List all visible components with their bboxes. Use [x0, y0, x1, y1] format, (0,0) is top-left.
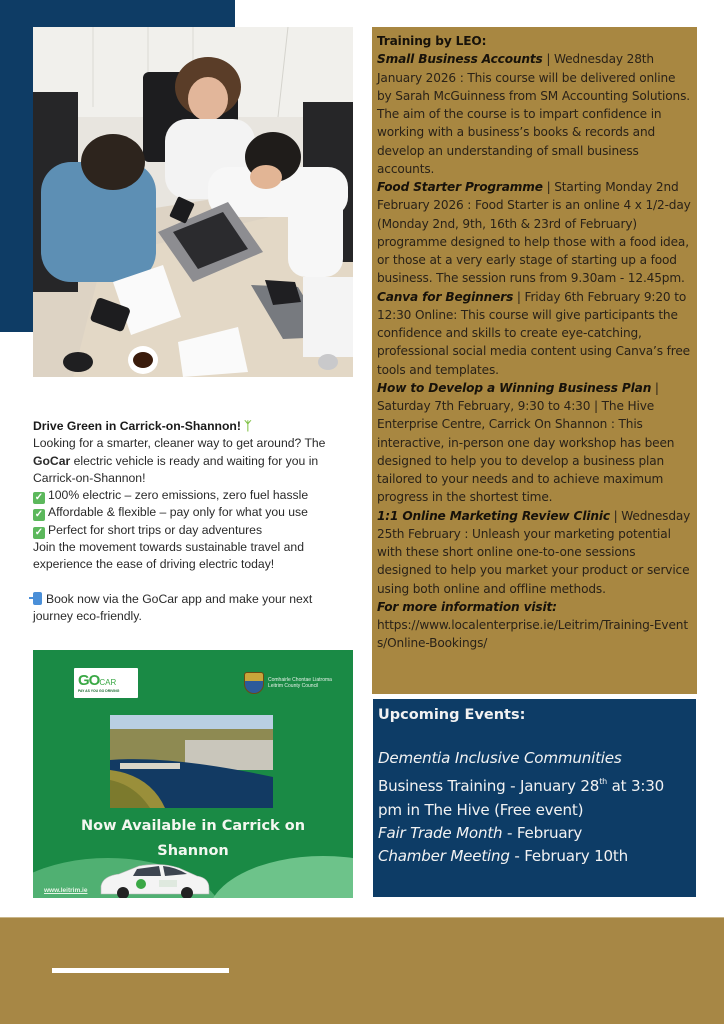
footer-band	[0, 917, 724, 1024]
benefit-item: ✓ Affordable & flexible – pay only for what you use	[34, 505, 308, 521]
events-list	[378, 747, 691, 868]
mobile-phone-arrow-icon	[33, 592, 42, 605]
upcoming-events-panel	[373, 699, 696, 897]
course-item: Small Business Accounts | Wednesday 28th January 2026 : This course will be delivered online by Sarah McGuinness from SM Accounting Solutions. The aim of the course is to impart confidence in working with a business’s books & records and develop an understanding of small business accounts.	[377, 52, 690, 176]
training-title: Training by LEO:	[377, 34, 487, 48]
event-item: Dementia Inclusive Communities Business Training - January 28th at 3:30 pm in The Hive (Free event)	[378, 749, 665, 819]
course-name: 1:1 Online Marketing Review Clinic	[377, 508, 610, 523]
spacer	[33, 574, 353, 591]
leitrim-website-link[interactable]: www.leitrim.ie	[44, 887, 88, 894]
gocar-closing: Join the movement towards sustainable travel and experience the ease of driving electric today!	[33, 540, 304, 572]
gocar-cta: Book now via the GoCar app and make your next journey eco-friendly.	[33, 591, 313, 623]
electric-car-icon	[99, 862, 211, 898]
footer-divider	[52, 968, 229, 973]
course-item: Food Starter Programme | Starting Monday 2nd February 2026 : Food Starter is an online 4 x 1/2-day (Monday 2nd, 9th, 16th & 23rd of February) programme designed to help those with a food idea, or those at a very early stage of starting up a food business. The session runs from 9.30am - 12.45pm.	[377, 180, 691, 286]
town-river-illustration	[110, 715, 273, 808]
gocar-intro: Looking for a smarter, cleaner way to get around? The GoCar electric vehicle is ready and waiting for you in Carrick-on-Shannon!	[33, 436, 326, 485]
training-panel	[372, 27, 697, 694]
course-name: How to Develop a Winning Business Plan	[377, 380, 652, 395]
event-item: Chamber Meeting - February 10th	[378, 847, 629, 866]
ad-headline: Now Available in Carrick on Shannon	[80, 818, 306, 859]
events-title: Upcoming Events:	[378, 707, 526, 723]
benefit-item: ✓ Perfect for short trips or day adventures	[34, 522, 263, 538]
seedling-icon: ᛉ	[244, 419, 252, 433]
check-box-icon: ✓	[34, 526, 44, 538]
council-crest-icon	[244, 672, 264, 694]
leitrim-council-logo: Comhairle Chontae Liatroma Leitrim County Council	[244, 672, 332, 694]
team-meeting-photo	[33, 27, 353, 377]
gocar-headline: Drive Green in Carrick-on-Shannon! ᛉ	[33, 419, 252, 433]
benefit-item: ✓ 100% electric – zero emissions, zero fuel hassle	[34, 488, 309, 504]
check-box-icon: ✓	[34, 509, 44, 521]
course-item: 1:1 Online Marketing Review Clinic | Wednesday 25th February : Unleash your marketing potential with these short online one-to-one sessions designed to help you market your product or service using both online and offline methods.	[377, 508, 691, 596]
gocar-brand: GoCar	[33, 453, 71, 468]
gocar-promo-text	[33, 418, 353, 625]
course-name: Food Starter Programme	[377, 180, 543, 194]
gocar-logo: GOCAR PAY AS YOU GO DRIVING	[74, 668, 138, 698]
team-meeting-illustration	[33, 27, 353, 377]
course-item: How to Develop a Winning Business Plan | Saturday 7th February, 9:30 to 4:30 | The Hive Enterprise Centre, Carrick On Shannon : This interactive, in-person one day workshop has been designed to help you to develop a business plan tailored to your needs and to achieve maximum progress in the shortest time.	[377, 380, 675, 505]
more-info-link[interactable]: https://www.localenterprise.ie/Leitrim/Training-Events/Online-Bookings/	[377, 618, 688, 651]
check-box-icon: ✓	[34, 492, 44, 504]
course-item: Canva for Beginners | Friday 6th February 9:20 to 12:30 Online: This course will give participants the confidence and skills to create eye-catching, professional social media content using Canva’s free tools and templates.	[377, 289, 690, 377]
course-name: Small Business Accounts	[377, 52, 543, 67]
event-item: Fair Trade Month - February	[378, 823, 583, 842]
course-name: Canva for Beginners	[377, 289, 514, 304]
gocar-advert-banner	[33, 650, 353, 898]
carrick-aerial-photo	[110, 715, 273, 808]
more-info-label: For more information visit:	[377, 599, 557, 614]
